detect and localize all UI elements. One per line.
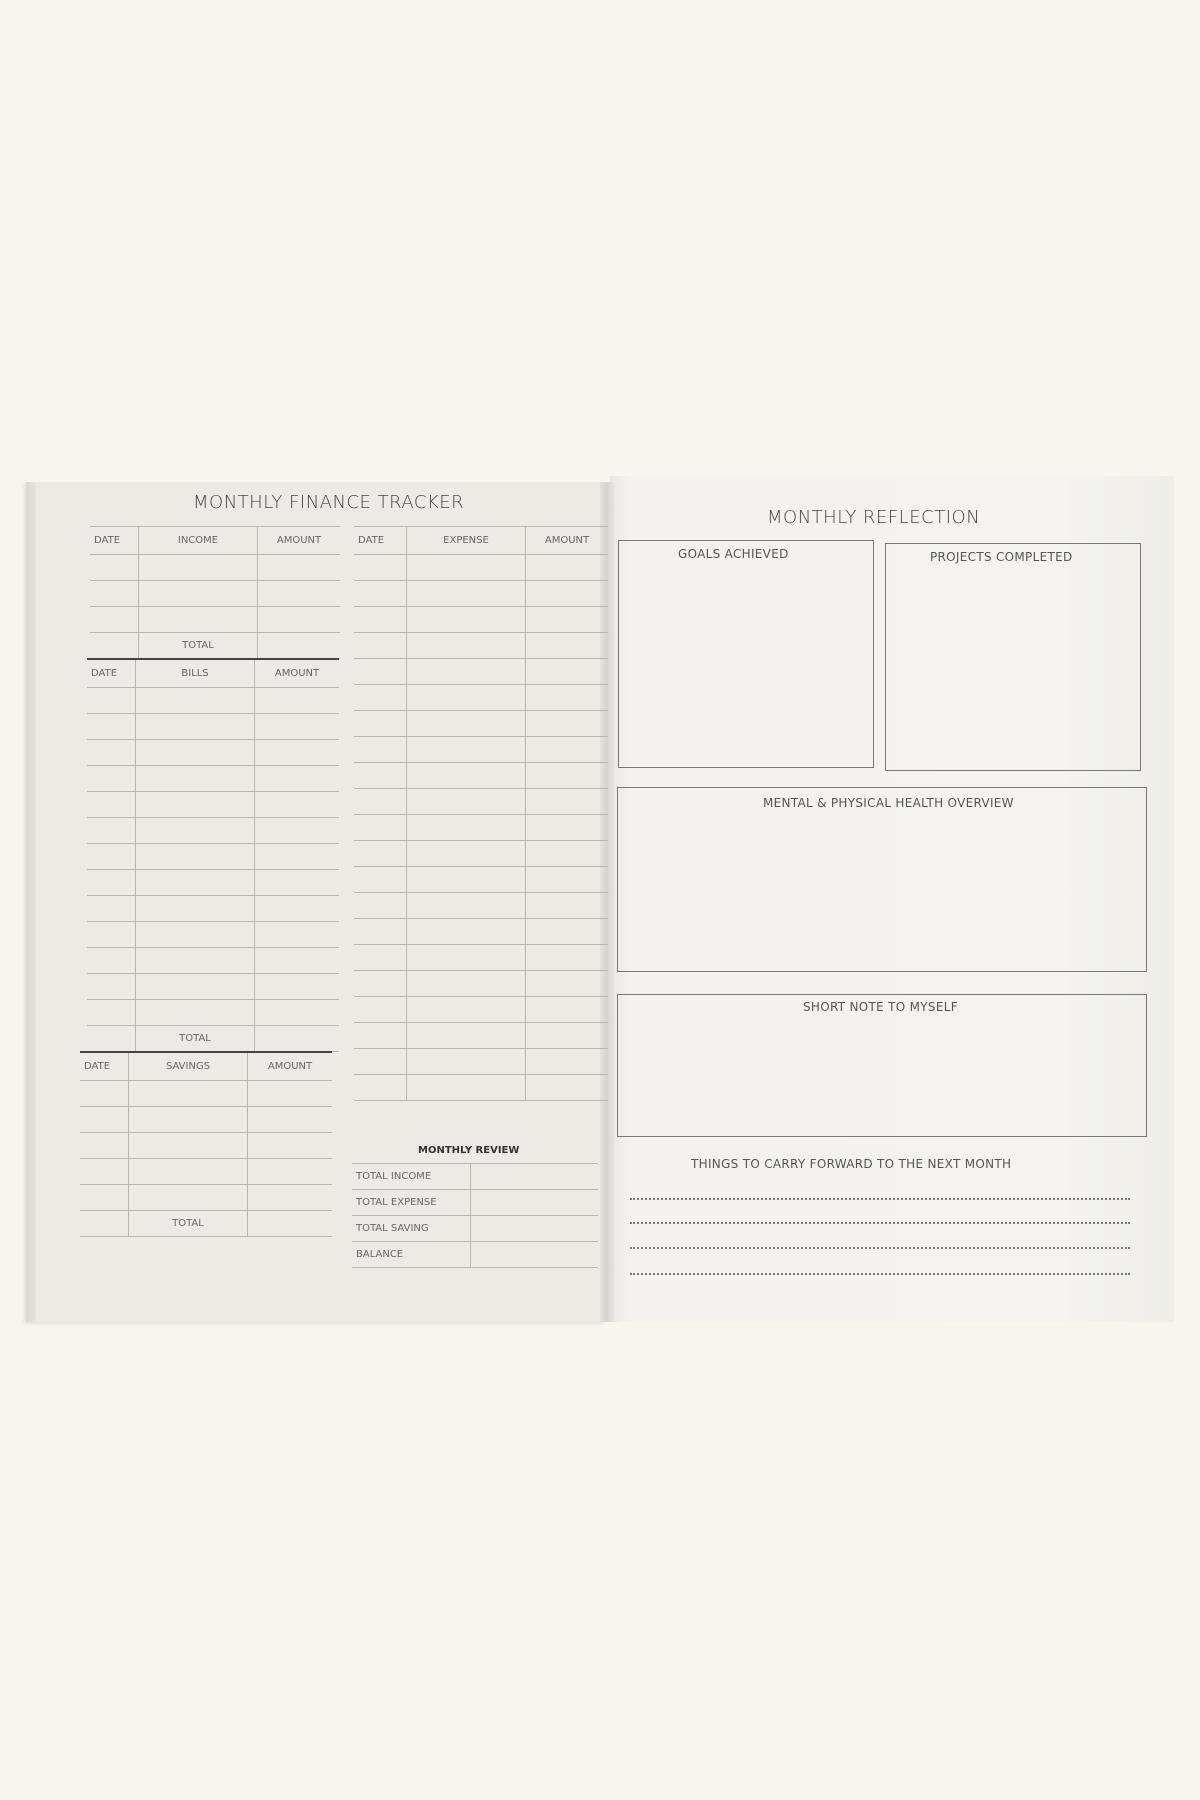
income-header-date: DATE: [90, 527, 139, 555]
table-row[interactable]: [354, 737, 608, 763]
table-row[interactable]: [87, 740, 339, 766]
table-row[interactable]: [354, 581, 608, 607]
monthly-review-title: MONTHLY REVIEW: [418, 1145, 520, 1156]
table-row[interactable]: [354, 919, 608, 945]
table-row[interactable]: [87, 766, 339, 792]
income-table: [90, 526, 340, 659]
table-row[interactable]: [354, 815, 608, 841]
table-row[interactable]: [90, 607, 340, 633]
table-row[interactable]: [90, 581, 340, 607]
income-total-label: TOTAL: [139, 633, 258, 659]
table-row[interactable]: [87, 974, 339, 1000]
savings-total-row: [80, 1211, 332, 1237]
carry-forward-line-3[interactable]: [630, 1247, 1130, 1249]
expense-header-amount: AMOUNT: [526, 527, 609, 555]
review-balance-label: BALANCE: [352, 1242, 471, 1268]
table-row[interactable]: [354, 893, 608, 919]
table-row[interactable]: [80, 1159, 332, 1185]
savings-header-amount: AMOUNT: [248, 1052, 333, 1081]
table-row[interactable]: [354, 867, 608, 893]
table-row[interactable]: [354, 763, 608, 789]
table-row[interactable]: [354, 607, 608, 633]
table-row[interactable]: [354, 841, 608, 867]
table-row[interactable]: [87, 948, 339, 974]
income-total-row: [90, 633, 340, 659]
table-row[interactable]: [90, 555, 340, 581]
savings-header-date: DATE: [80, 1052, 129, 1081]
carry-forward-line-1[interactable]: [630, 1198, 1130, 1200]
review-total-saving-label: TOTAL SAVING: [352, 1216, 471, 1242]
savings-table: [80, 1051, 332, 1237]
table-row[interactable]: [87, 1000, 339, 1026]
table-row[interactable]: [354, 1023, 608, 1049]
projects-completed-box[interactable]: [885, 543, 1141, 771]
finance-tracker-title: MONTHLY FINANCE TRACKER: [193, 492, 465, 513]
table-row[interactable]: [354, 997, 608, 1023]
table-row[interactable]: [354, 711, 608, 737]
table-row[interactable]: [354, 555, 608, 581]
table-row[interactable]: [87, 792, 339, 818]
table-row[interactable]: [354, 1049, 608, 1075]
table-row[interactable]: [87, 870, 339, 896]
goals-achieved-label: GOALS ACHIEVED: [678, 547, 789, 561]
table-row[interactable]: [80, 1081, 332, 1107]
income-header-row: [90, 527, 340, 555]
income-header-amount: AMOUNT: [258, 527, 341, 555]
table-row[interactable]: [87, 818, 339, 844]
savings-header-savings: SAVINGS: [129, 1052, 248, 1081]
review-total-income-label: TOTAL INCOME: [352, 1164, 471, 1190]
review-total-expense-label: TOTAL EXPENSE: [352, 1190, 471, 1216]
projects-completed-label: PROJECTS COMPLETED: [930, 550, 1073, 564]
reflection-title: MONTHLY REFLECTION: [767, 507, 981, 528]
review-row-balance[interactable]: [352, 1242, 598, 1268]
bills-header-bills: BILLS: [136, 659, 255, 688]
table-row[interactable]: [354, 971, 608, 997]
table-row[interactable]: [80, 1133, 332, 1159]
bills-header-date: DATE: [87, 659, 136, 688]
savings-header-row: [80, 1052, 332, 1081]
table-row[interactable]: [354, 945, 608, 971]
table-row[interactable]: [354, 659, 608, 685]
savings-total-label: TOTAL: [129, 1211, 248, 1237]
table-row[interactable]: [87, 844, 339, 870]
expense-header-expense: EXPENSE: [407, 527, 526, 555]
table-row[interactable]: [80, 1107, 332, 1133]
table-row[interactable]: [354, 1075, 608, 1101]
bills-table: [87, 658, 339, 1052]
carry-forward-label: THINGS TO CARRY FORWARD TO THE NEXT MONTH: [691, 1157, 1012, 1171]
table-row[interactable]: [354, 633, 608, 659]
review-row-income[interactable]: [352, 1164, 598, 1190]
monthly-review-table: [352, 1163, 598, 1268]
carry-forward-line-2[interactable]: [630, 1222, 1130, 1224]
bills-header-row: [87, 659, 339, 688]
bills-total-label: TOTAL: [136, 1026, 255, 1052]
table-row[interactable]: [87, 922, 339, 948]
bills-total-row: [87, 1026, 339, 1052]
goals-achieved-box[interactable]: [618, 540, 874, 768]
table-row[interactable]: [87, 896, 339, 922]
income-header-income: INCOME: [139, 527, 258, 555]
expense-header-row: [354, 527, 608, 555]
table-row[interactable]: [354, 789, 608, 815]
health-overview-label: MENTAL & PHYSICAL HEALTH OVERVIEW: [763, 796, 1014, 810]
health-overview-box[interactable]: [617, 787, 1147, 972]
carry-forward-line-4[interactable]: [630, 1273, 1130, 1275]
table-row[interactable]: [87, 714, 339, 740]
expense-table: [354, 526, 608, 1101]
table-row[interactable]: [80, 1185, 332, 1211]
table-row[interactable]: [354, 685, 608, 711]
bills-header-amount: AMOUNT: [255, 659, 340, 688]
expense-header-date: DATE: [354, 527, 407, 555]
short-note-box[interactable]: [617, 994, 1147, 1137]
short-note-label: SHORT NOTE TO MYSELF: [803, 1000, 958, 1014]
review-row-saving[interactable]: [352, 1216, 598, 1242]
review-row-expense[interactable]: [352, 1190, 598, 1216]
table-row[interactable]: [87, 688, 339, 714]
